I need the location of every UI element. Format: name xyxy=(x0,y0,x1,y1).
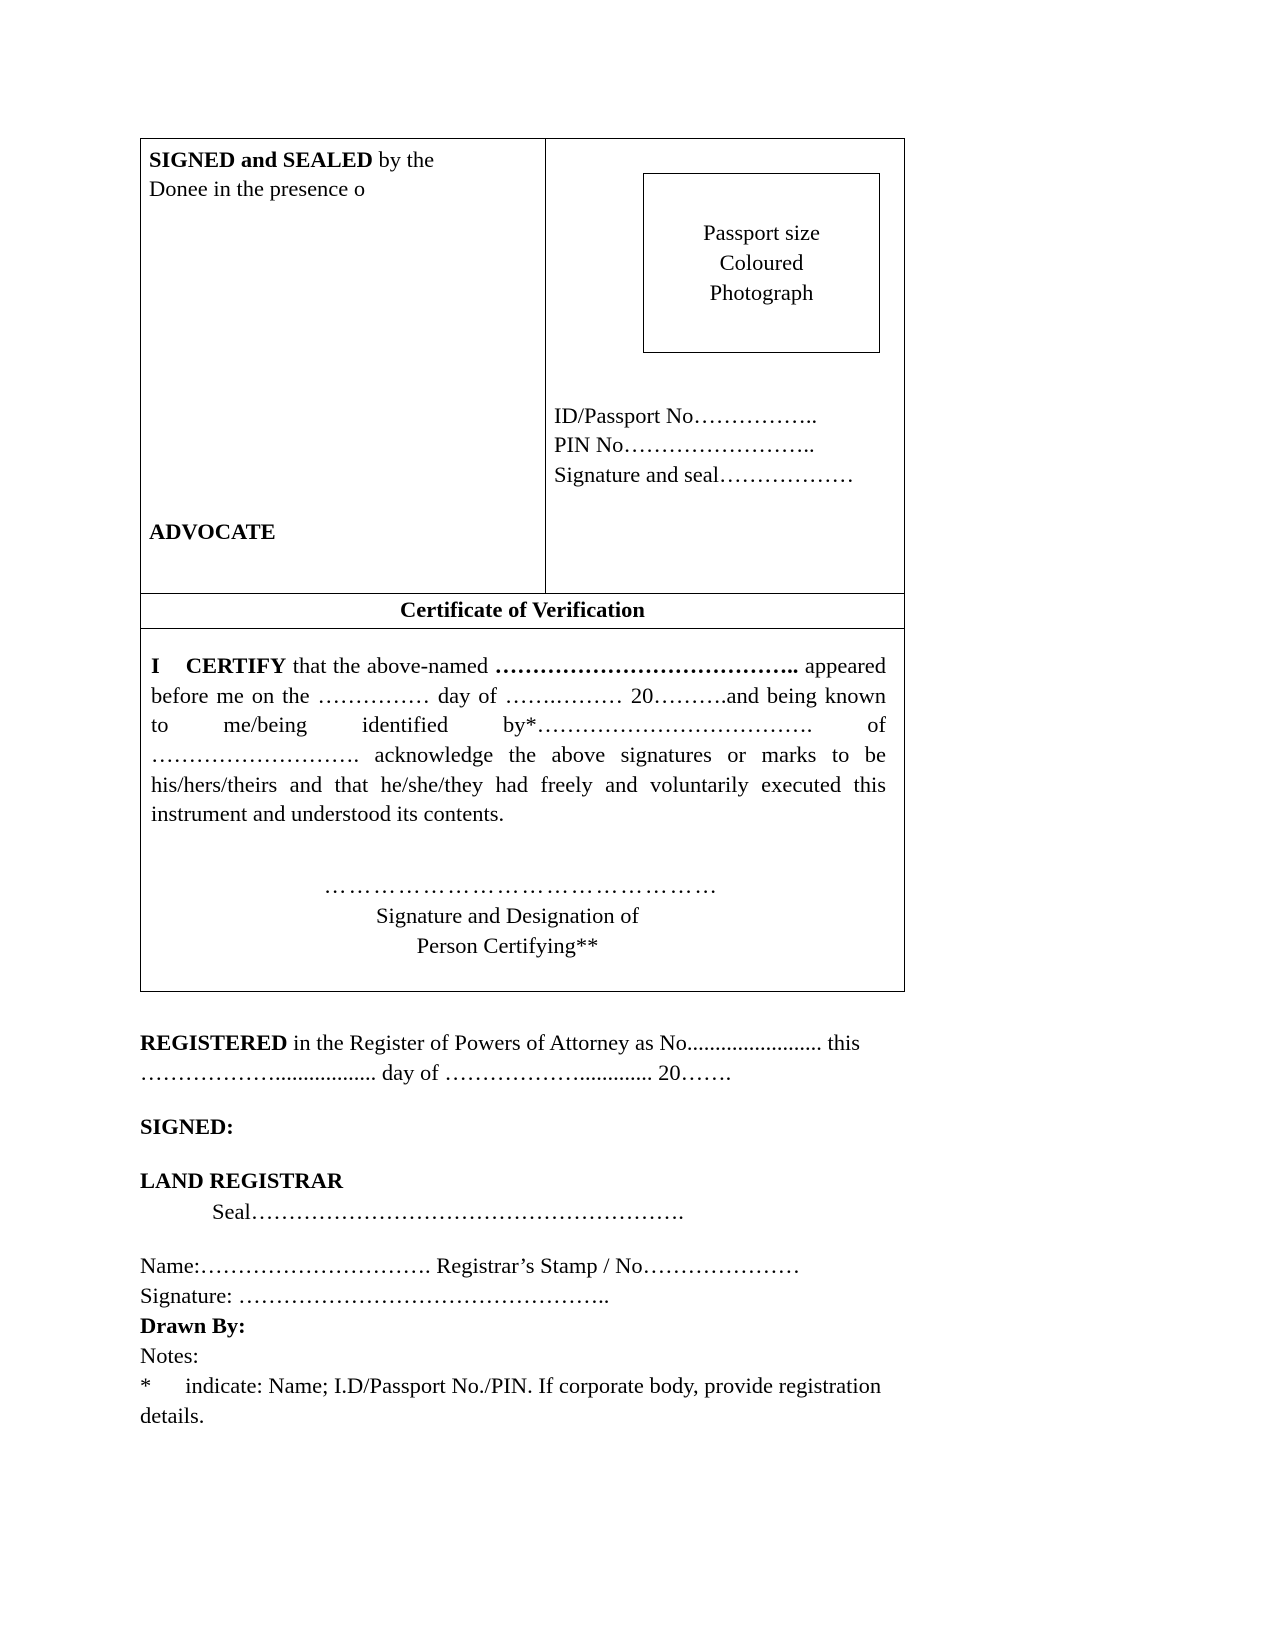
photo-line-2: Coloured xyxy=(719,250,804,276)
certificate-body-cell xyxy=(141,629,905,992)
signed-label: SIGNED: xyxy=(140,1114,234,1140)
spacer xyxy=(140,1142,905,1166)
certifier-signature-block xyxy=(151,871,886,960)
registered-line-1 xyxy=(140,1028,905,1058)
certifier-signature-dots[interactable]: ………………………………………… xyxy=(323,873,720,899)
certify-dots-1[interactable]: ………………………………….. xyxy=(494,653,799,678)
photo-line-3: Photograph xyxy=(709,279,814,305)
signed-sealed-rest-text: by the xyxy=(372,147,435,172)
identity-fields xyxy=(554,401,896,489)
document-content xyxy=(140,138,905,1432)
pin-field[interactable]: PIN No…………………….. xyxy=(554,432,815,458)
registrar-name-field[interactable]: Name:…………………………. Registrar’s Stamp / No………………… xyxy=(140,1252,801,1278)
signature-seal-field[interactable]: Signature and seal……………… xyxy=(554,461,854,487)
note-star-marker: * xyxy=(140,1373,152,1399)
signed-sealed-heading xyxy=(149,145,537,204)
certifier-label-line1: Signature and Designation of xyxy=(375,902,640,928)
photo-identity-cell xyxy=(546,139,905,594)
registered-line-2[interactable]: ……………….................. day of ………………............. 20……. xyxy=(140,1060,732,1086)
id-passport-field[interactable]: ID/Passport No…………….. xyxy=(554,403,818,428)
certify-text-1: that the above-named xyxy=(292,653,495,678)
certify-text-2: appeared before me on the …………… day of …….……… 20……….and being known to me/being identified by*………………………………. of ………………………. acknowledge the above signatures or marks to be his/hers/theirs and that he/she/they had freely and voluntarily executed this instrument and understood its contents. xyxy=(151,653,887,827)
drawn-by-label: Drawn By: xyxy=(140,1312,246,1338)
signature-verification-table xyxy=(140,138,905,992)
certifier-label-line2: Person Certifying** xyxy=(416,932,599,958)
note-item xyxy=(140,1371,905,1431)
table-row xyxy=(141,594,905,629)
advocate-label: ADVOCATE xyxy=(149,519,276,544)
spacer xyxy=(140,1227,905,1251)
note-text: indicate: Name; I.D/Passport No./PIN. If corporate body, provide registration details. xyxy=(140,1373,882,1429)
table-row xyxy=(141,139,905,594)
certificate-of-verification-header: Certificate of Verification xyxy=(141,594,905,629)
registered-bold-word: REGISTERED xyxy=(140,1030,288,1055)
photo-line-1: Passport size xyxy=(703,220,820,246)
certify-i: I xyxy=(151,653,160,678)
post-table-section xyxy=(140,1028,905,1432)
passport-photo-placeholder xyxy=(643,173,880,353)
certify-word: CERTIFY xyxy=(185,653,287,678)
table-row xyxy=(141,629,905,992)
seal-field[interactable]: Seal…………………………………………………. xyxy=(212,1198,684,1224)
signed-sealed-line2: Donee in the presence o xyxy=(149,176,366,202)
registered-text-1: in the Register of Powers of Attorney as No........................ this xyxy=(287,1030,860,1055)
registrar-signature-field[interactable]: Signature: ………………………………………….. xyxy=(140,1282,610,1308)
signed-sealed-cell xyxy=(141,139,546,594)
certify-paragraph xyxy=(151,651,886,829)
notes-label: Notes: xyxy=(140,1343,199,1369)
signed-sealed-bold-text: SIGNED and SEALED xyxy=(149,147,373,172)
spacer xyxy=(140,1088,905,1112)
land-registrar-title: LAND REGISTRAR xyxy=(140,1168,344,1194)
